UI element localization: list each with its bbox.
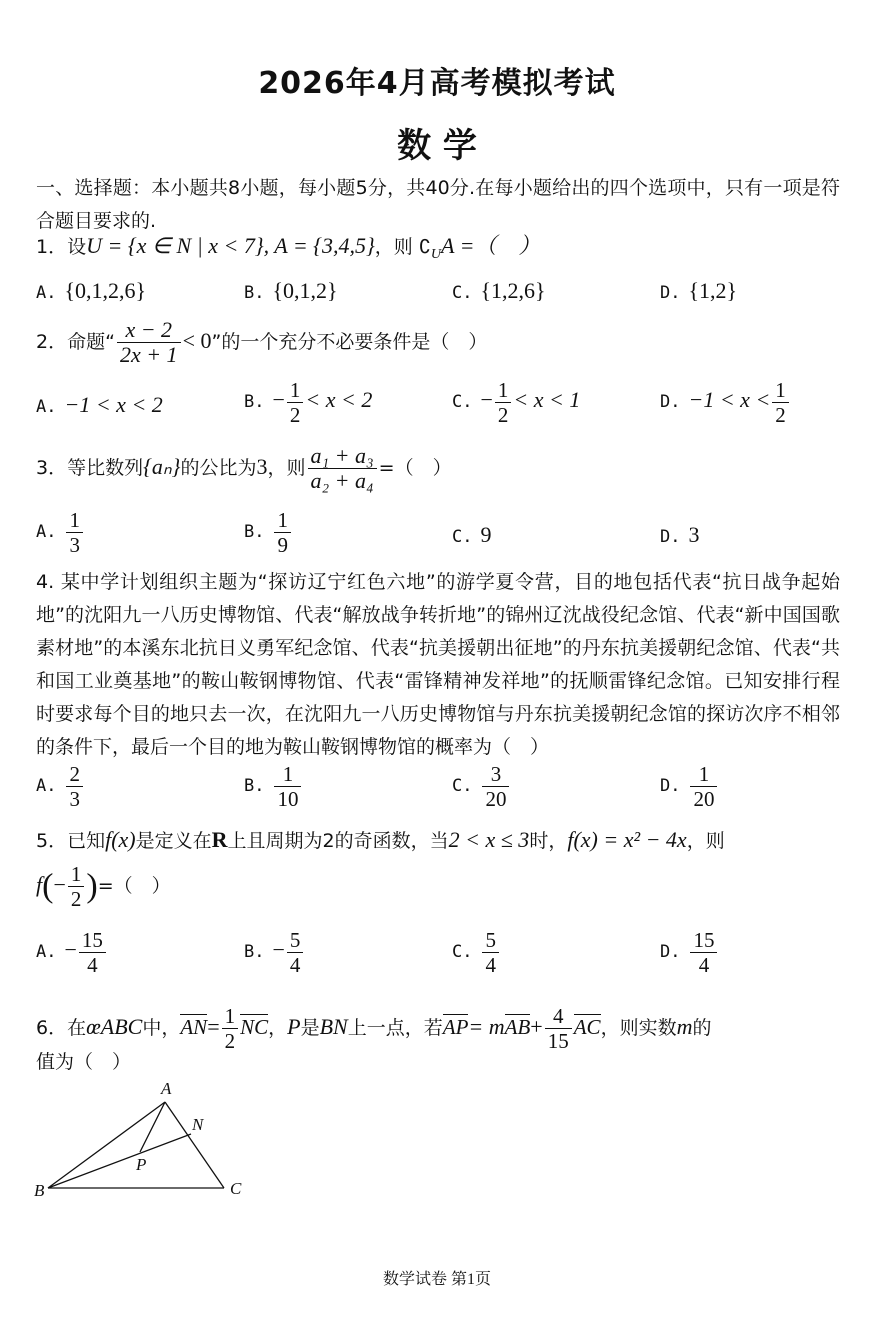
- q5-option-b[interactable]: B. − $\frac{5}{4}$: [244, 928, 305, 977]
- q2-option-b[interactable]: B. − $\frac{1}{2}$ < x < 2: [244, 378, 373, 427]
- question-5-line-1: 5．已知f(x)是定义在R上且周期为2的奇函数，当2 < x ≤ 3时，f(x) = x² − 4x，则: [36, 827, 725, 852]
- q3-option-b[interactable]: B. $\frac{1}{9}$: [244, 508, 293, 557]
- question-3: [36, 444, 452, 493]
- q4-option-b[interactable]: B. $\frac{1}{10}$: [244, 762, 303, 811]
- q3-sequence: {aₙ}: [143, 454, 181, 479]
- q5-option-d[interactable]: D. $\frac{15}{4}$: [660, 928, 719, 977]
- q3-middle: 的公比为: [180, 457, 257, 479]
- q1-sub: U: [430, 246, 442, 262]
- q1-option-a[interactable]: A. {0,1,2,6}: [36, 278, 147, 303]
- q2-fraction: $\frac{x - 2}{2x + 1}$: [117, 318, 181, 367]
- q1-sets: U = {x ∈ N | x < 7}, A = {3,4,5}: [86, 233, 375, 258]
- q2-relation: < 0: [182, 328, 212, 353]
- q5-option-c[interactable]: C. $\frac{5}{4}$: [452, 928, 501, 977]
- question-2: [36, 318, 487, 367]
- q3-option-a[interactable]: A. $\frac{1}{3}$: [36, 508, 85, 557]
- edge-ab: [48, 1102, 165, 1188]
- section-heading: 一、选择题：本小题共8小题，每小题5分，共40分.在每小题给出的四个选项中，只有一项是符合题目要求的.: [36, 177, 840, 232]
- q3-option-c[interactable]: C. 9: [452, 522, 492, 547]
- label-p: P: [136, 1155, 147, 1174]
- label-a: A: [161, 1079, 172, 1098]
- q1-option-d[interactable]: D. {1,2}: [660, 278, 738, 303]
- exam-title: 2026年4月高考模拟考试: [258, 66, 616, 101]
- subject-title: 数 学: [397, 126, 477, 166]
- question-5-line-2: f(− $\frac{1}{2}$ )=（ ）: [36, 862, 171, 911]
- q2-suffix: ”的一个充分不必要条件是（ ）: [211, 331, 488, 353]
- q3-prefix: 3．等比数列: [36, 457, 144, 479]
- q2-option-d[interactable]: D. −1 < x < $\frac{1}{2}$: [660, 378, 791, 427]
- q1-tail: A =（ ）: [441, 233, 541, 258]
- q2-option-c[interactable]: C. − $\frac{1}{2}$ < x < 1: [452, 378, 581, 427]
- q2-option-a[interactable]: A. −1 < x < 2: [36, 392, 163, 417]
- q5-option-a[interactable]: A. − $\frac{15}{4}$: [36, 928, 108, 977]
- q4-option-d[interactable]: D. $\frac{1}{20}$: [660, 762, 719, 811]
- label-c: C: [230, 1179, 242, 1198]
- q1-prefix: 1．设: [36, 236, 87, 258]
- q4-option-a[interactable]: A. $\frac{2}{3}$: [36, 762, 85, 811]
- q1-option-c[interactable]: C. {1,2,6}: [452, 278, 546, 303]
- q3-option-d[interactable]: D. 3: [660, 522, 700, 547]
- q3-then: ，则: [267, 457, 306, 479]
- q1-option-b[interactable]: B. {0,1,2}: [244, 278, 338, 303]
- q3-suffix: =（ ）: [378, 457, 452, 479]
- q3-ratio: 3: [256, 454, 268, 479]
- segment-bn: [48, 1134, 191, 1188]
- label-n: N: [192, 1115, 204, 1134]
- q4-option-c[interactable]: C. $\frac{3}{20}$: [452, 762, 511, 811]
- question-6-line-1: 6．在œABC中，AN= $\frac{1}{2}$ NC，P是BN上一点，若AP= mAB+ $\frac{4}{15}$ AC，则实数m的: [36, 1004, 712, 1053]
- q3-fraction: $\frac{\text{a₁ + a₃}}{\text{a₂ + a₄}}$: [308, 444, 377, 493]
- label-b: B: [34, 1181, 45, 1200]
- question-4: 4. 某中学计划组织主题为“探访辽宁红色六地”的游学夏令营，目的地包括代表“抗日战争起始地”的沈阳九一八历史博物馆、代表“解放战争转折地”的锦州辽沈战役纪念馆、代表“新中国国歌素材地”的本溪东北抗日义勇军纪念馆、代表“抗美援朝出征地”的丹东抗美援朝纪念馆、代表“共和国工业奠基地”的鞍山鞍钢博物馆、代表“雷锋精神发祥地”的抚顺雷锋纪念馆。已知安排行程时要求每个目的地只去一次，在沈阳九一八历史博物馆与丹东抗美援朝纪念馆的探访次序不相邻的条件下，最后一个目的地为鞍山鞍钢博物馆的概率为（ ）: [36, 571, 840, 758]
- q1-then: ，则 ∁: [374, 236, 431, 258]
- triangle-figure: [30, 1074, 260, 1204]
- question-6-line-2: 值为（ ）: [36, 1051, 132, 1073]
- segment-ap: [140, 1102, 165, 1152]
- page-footer: 数学试卷 第1页: [382, 1271, 491, 1288]
- q2-prefix: 2．命题“: [36, 331, 115, 353]
- question-1: [36, 232, 540, 269]
